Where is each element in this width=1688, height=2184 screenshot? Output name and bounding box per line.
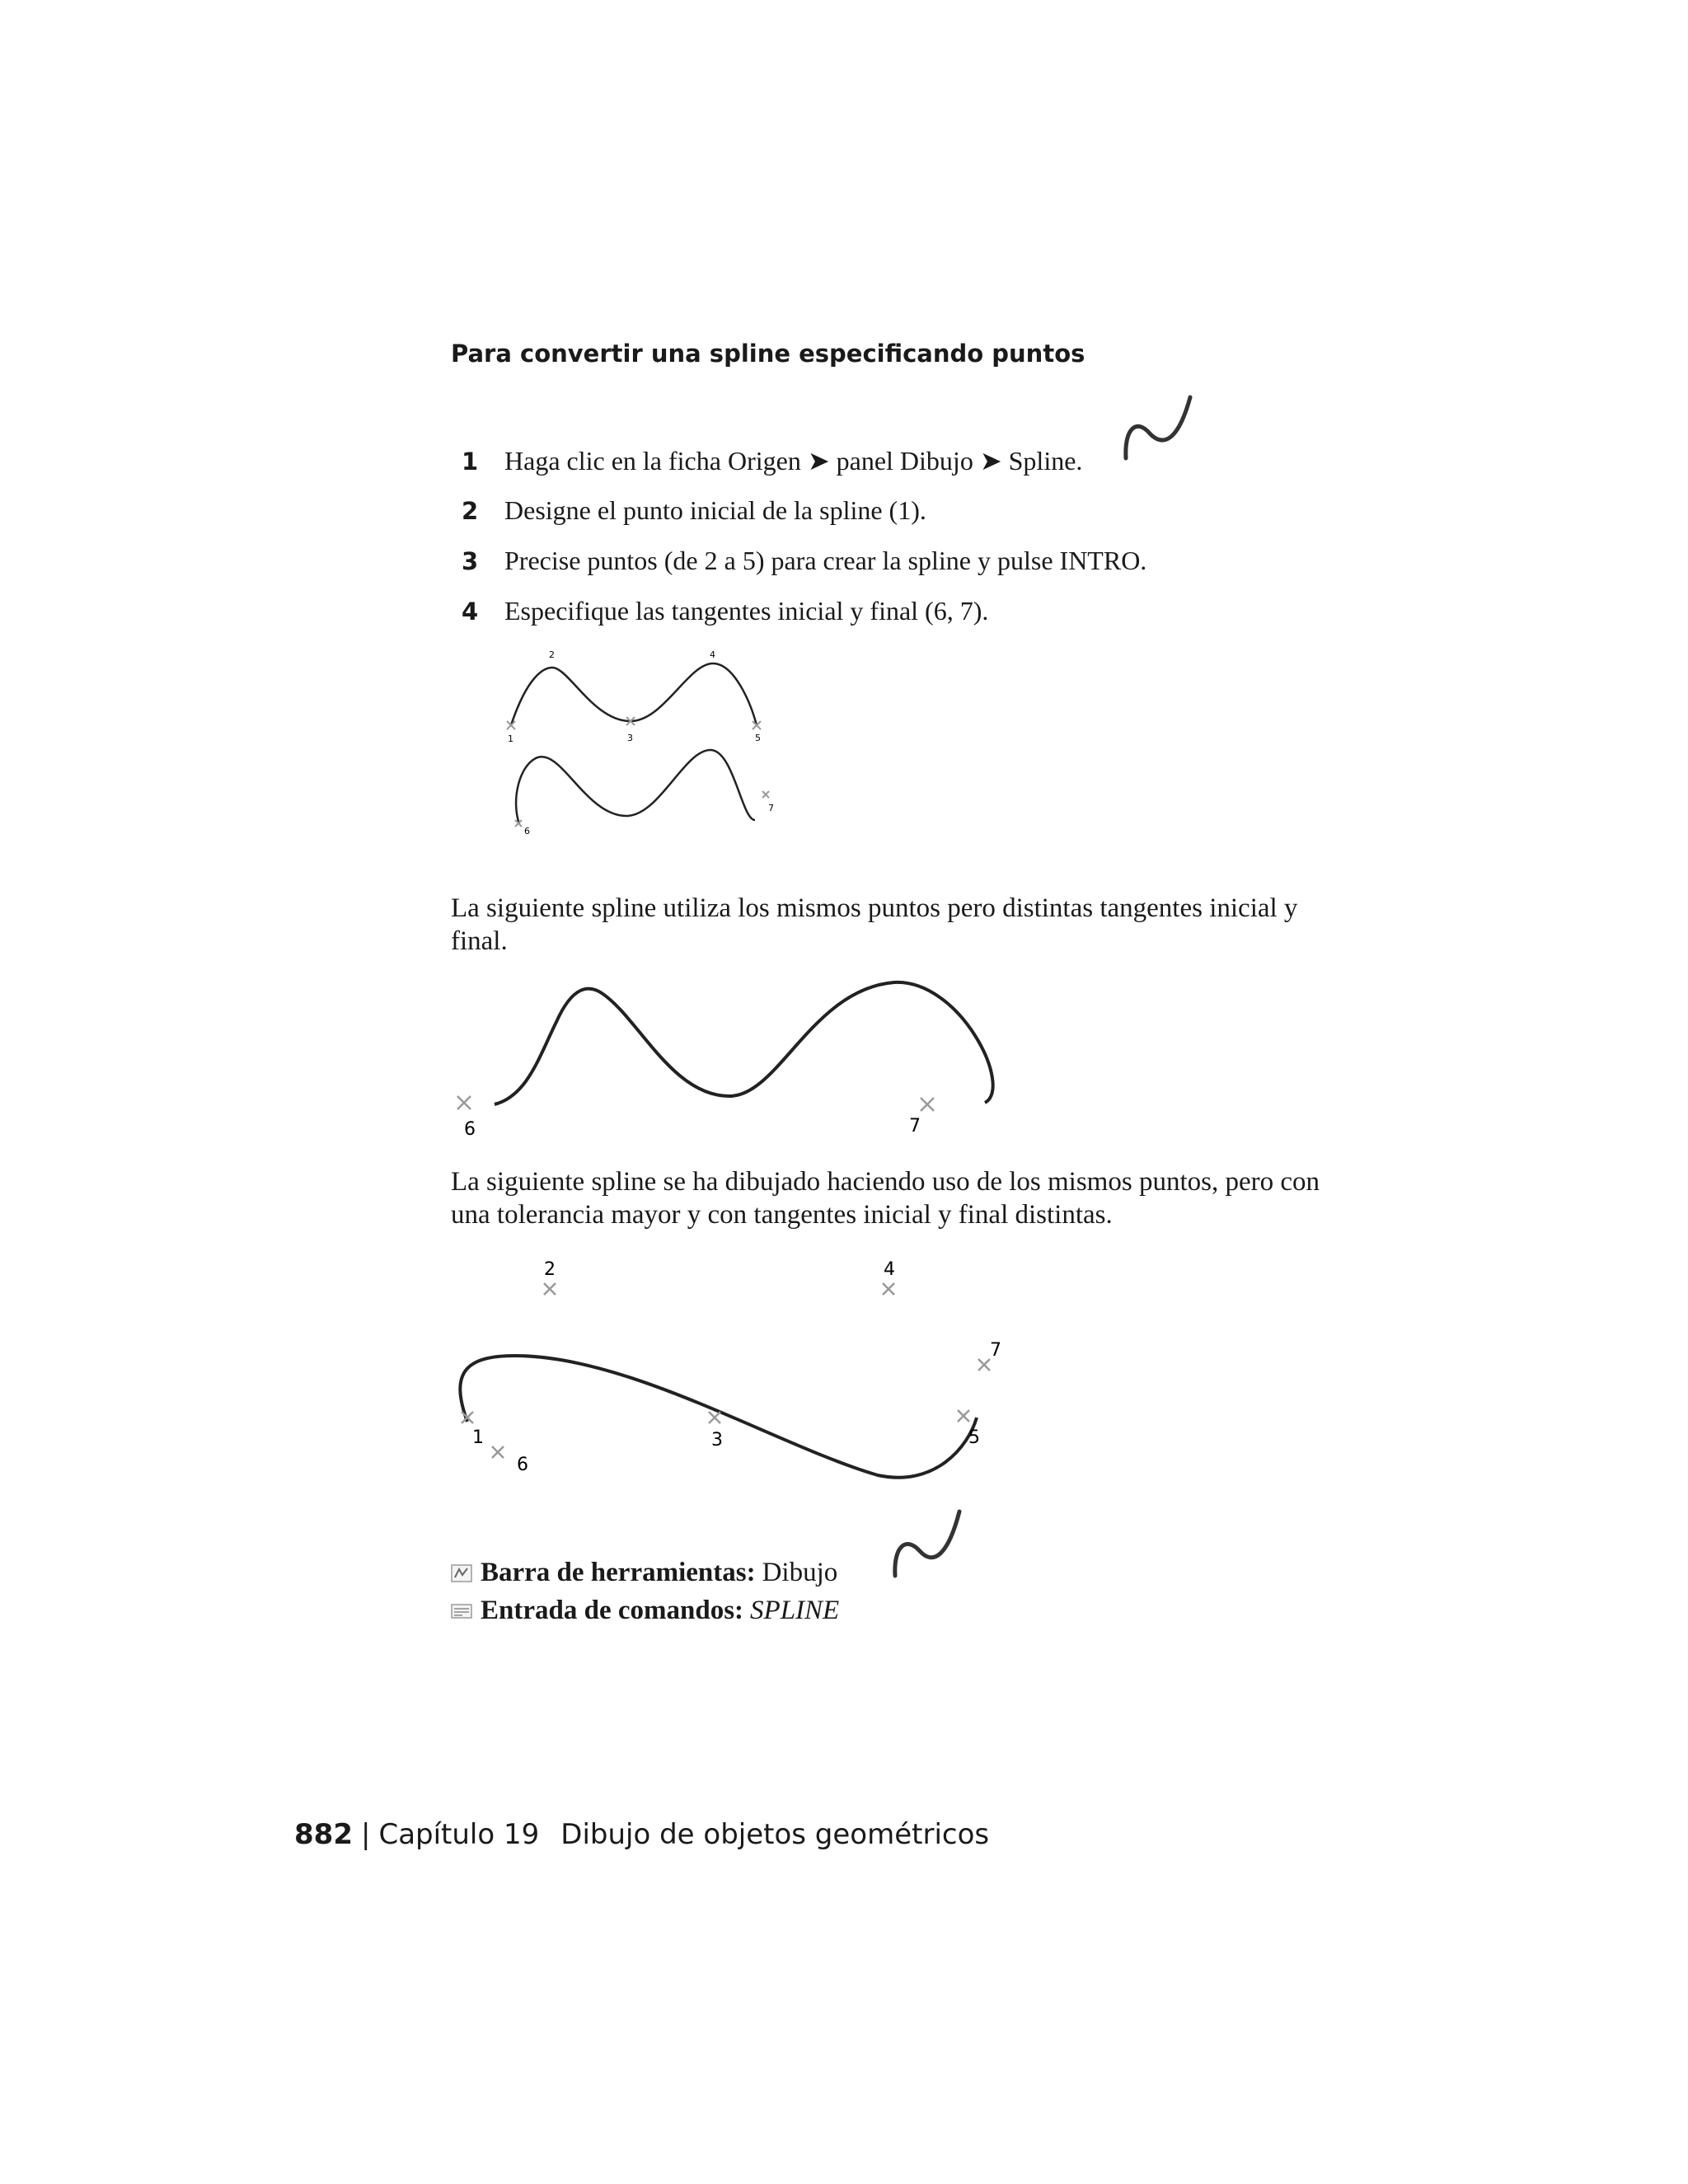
paragraph-2: La siguiente spline se ha dibujado haciendo uso de los mismos puntos, pero con una tolerancia mayor y con tangentes inicial y final distintas. xyxy=(451,1167,1320,1230)
step-3 xyxy=(462,546,1146,576)
spline-icon xyxy=(890,1508,964,1578)
step-text: Designe el punto inicial de la spline (1). xyxy=(504,495,926,525)
toolbar-reference xyxy=(451,1558,837,1588)
point-label-5: 5 xyxy=(755,733,761,743)
paragraph-1: La siguiente spline utiliza los mismos puntos pero distintas tangentes inicial y final. xyxy=(451,893,1298,956)
point-label-2: 2 xyxy=(544,1259,556,1280)
page-number: 882 xyxy=(294,1818,353,1851)
command-line-icon xyxy=(451,1602,472,1620)
step-number: 1 xyxy=(462,448,479,476)
step-number: 3 xyxy=(462,547,479,575)
tangent-label-6: 6 xyxy=(524,826,530,837)
point-label-1: 1 xyxy=(472,1427,484,1448)
command-reference xyxy=(451,1596,839,1626)
command-value: SPLINE xyxy=(750,1596,840,1625)
step-text: Haga clic en la ficha Origen ➤ panel Dibujo ➤ Spline. xyxy=(504,446,1083,476)
point-label-4: 4 xyxy=(884,1259,895,1280)
step-text: Precise puntos (de 2 a 5) para crear la spline y pulse INTRO. xyxy=(504,546,1147,575)
toolbar-value: Dibujo xyxy=(762,1558,838,1587)
tangent-label-6: 6 xyxy=(464,1119,476,1140)
figure-spline-points xyxy=(495,643,791,849)
step-1 xyxy=(462,445,1082,476)
point-label-2: 2 xyxy=(549,649,555,660)
step-4 xyxy=(462,596,988,626)
point-label-7: 7 xyxy=(990,1340,1001,1361)
procedure-heading: Para convertir una spline especificando puntos xyxy=(451,340,1085,368)
page-footer xyxy=(294,1818,989,1851)
point-label-3: 3 xyxy=(711,1430,723,1451)
step-2 xyxy=(462,495,926,526)
figure-spline-tangents xyxy=(449,972,1010,1146)
toolbar-icon xyxy=(451,1564,472,1582)
footer-separator: | xyxy=(360,1818,371,1851)
point-label-6: 6 xyxy=(517,1455,528,1475)
command-label: Entrada de comandos: xyxy=(481,1596,744,1625)
point-label-3: 3 xyxy=(627,733,633,743)
toolbar-label: Barra de herramientas: xyxy=(481,1558,756,1587)
step-text: Especifique las tangentes inicial y final (6, 7). xyxy=(504,596,989,626)
chapter-label: Capítulo 19 xyxy=(378,1818,540,1851)
chapter-title: Dibujo de objetos geométricos xyxy=(560,1818,990,1851)
figure-spline-tolerance xyxy=(449,1249,1043,1488)
tangent-label-7: 7 xyxy=(768,803,774,813)
spline-icon xyxy=(1121,394,1195,460)
point-label-5: 5 xyxy=(968,1427,980,1448)
step-number: 4 xyxy=(462,598,479,626)
step-number: 2 xyxy=(462,497,479,525)
tangent-label-7: 7 xyxy=(909,1116,921,1137)
point-label-4: 4 xyxy=(710,649,715,660)
point-label-1: 1 xyxy=(508,733,513,744)
